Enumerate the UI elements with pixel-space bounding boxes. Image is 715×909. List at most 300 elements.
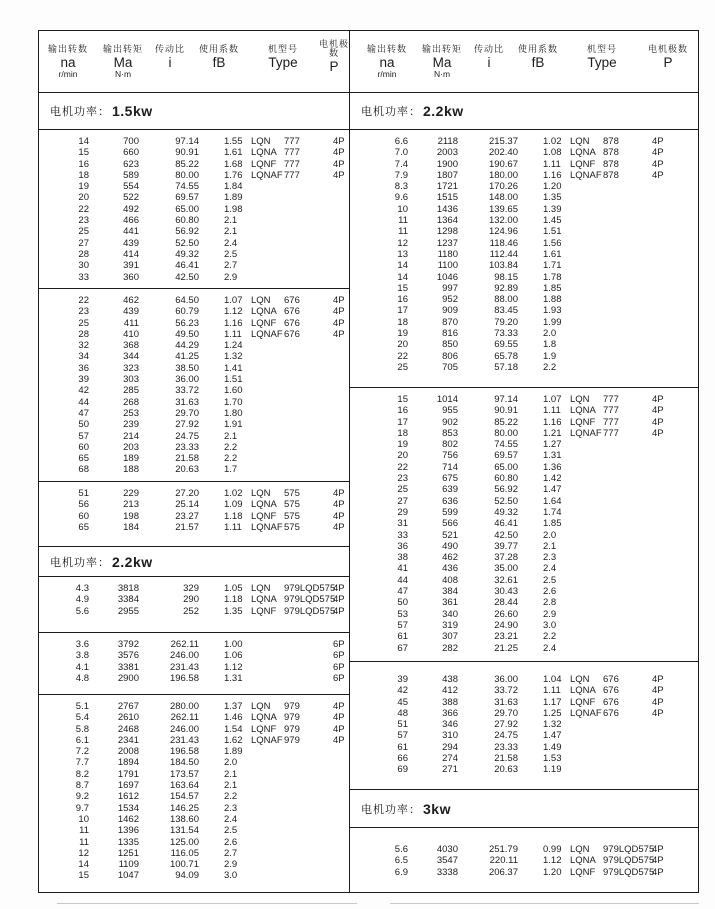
ratio-cell: 80.00 [175, 169, 199, 181]
column-header-symbol: Ma [113, 54, 133, 70]
output-torque-cell: 1515 [436, 192, 458, 204]
spec-row [350, 283, 698, 294]
type-cell [570, 462, 652, 473]
poles-cell [333, 272, 349, 283]
output-torque-cell: 1697 [117, 780, 139, 792]
service-factor-cell: 1.32 [543, 719, 562, 731]
type-cell [570, 643, 652, 654]
type-cell [251, 662, 333, 673]
poles-cell [652, 764, 698, 775]
poles-cell [652, 518, 698, 529]
column-header-unit: r/min [377, 69, 397, 80]
type-name: LQNF [251, 510, 277, 522]
ratio-cell: 56.23 [175, 317, 199, 329]
poles-cell [652, 328, 698, 339]
type-cell [251, 848, 333, 859]
output-speed-cell: 27 [78, 237, 89, 249]
output-torque-cell: 303 [123, 374, 139, 386]
output-torque-cell: 229 [123, 488, 139, 499]
output-torque-cell: 1046 [436, 271, 458, 283]
ratio-cell: 73.33 [494, 328, 518, 340]
output-speed-cell: 20 [397, 339, 408, 351]
service-factor-cell: 1.11 [543, 158, 561, 170]
poles-cell [652, 226, 698, 237]
spec-row [350, 473, 698, 484]
spec-row [39, 639, 349, 650]
column-header-cn: 使用系数 [198, 43, 239, 54]
poles-cell: 4P [333, 158, 345, 170]
poles-cell [333, 192, 349, 203]
service-factor-cell: 1.20 [543, 866, 562, 878]
spec-row [39, 848, 349, 859]
type-name: LQNAF [570, 169, 602, 181]
ratio-cell: 33.72 [494, 685, 518, 697]
motor-power-section-title [350, 93, 698, 130]
output-speed-cell: 10 [397, 203, 408, 215]
ratio-cell: 246.00 [169, 723, 199, 735]
poles-cell [333, 431, 349, 442]
motor-power-value: 2.2kw [423, 103, 464, 119]
type-cell [251, 650, 333, 661]
service-factor-cell: 2.1 [224, 215, 238, 227]
type-name: LQNAF [251, 328, 283, 340]
type-name: LQN [251, 136, 271, 147]
type-name: LQNF [570, 866, 596, 878]
poles-cell [333, 397, 349, 408]
service-factor-cell: 1.88 [543, 294, 562, 306]
column-header-i [149, 45, 191, 81]
type-name: LQN [251, 583, 271, 594]
service-factor-cell: 2.9 [543, 608, 557, 620]
column-header-na [39, 45, 97, 81]
spec-row [350, 362, 698, 373]
type-size: 676 [603, 707, 619, 719]
service-factor-cell: 1.11 [543, 685, 561, 697]
column-header-symbol: i [168, 54, 172, 70]
poles-cell [333, 260, 349, 271]
type-name: LQNAF [251, 521, 283, 533]
service-factor-cell: 1.35 [543, 192, 562, 204]
output-torque-cell: 1534 [117, 802, 139, 814]
type-cell [570, 844, 655, 855]
output-torque-cell: 1047 [117, 870, 139, 882]
output-torque-cell: 660 [123, 147, 139, 159]
type-size: 676 [284, 295, 300, 306]
ratio-cell: 202.40 [488, 147, 518, 159]
output-speed-cell: 28 [78, 248, 89, 260]
spec-row [350, 697, 698, 708]
type-cell [570, 294, 652, 305]
poles-cell [333, 340, 349, 351]
type-name: LQN [570, 844, 590, 855]
type-cell [251, 673, 333, 684]
type-size: 979 [284, 712, 300, 724]
spec-row [350, 394, 698, 405]
service-factor-cell: 1.74 [543, 506, 562, 518]
type-size: 777 [603, 427, 619, 439]
type-cell [570, 170, 652, 181]
ratio-cell: 125.00 [169, 836, 199, 848]
ratio-cell: 196.58 [169, 672, 199, 684]
ratio-cell: 92.89 [494, 282, 518, 294]
spec-row [350, 597, 698, 608]
ratio-cell: 90.91 [175, 147, 199, 159]
output-speed-cell: 19 [397, 328, 408, 340]
spec-row [39, 431, 349, 442]
output-speed-cell: 56 [78, 499, 89, 511]
ratio-cell: 32.61 [494, 574, 518, 586]
poles-cell: 6P [333, 639, 345, 650]
column-header-unit [191, 70, 247, 80]
output-torque-cell: 253 [123, 407, 139, 419]
type-cell [570, 753, 652, 764]
service-factor-cell: 1.60 [224, 385, 243, 397]
ratio-cell: 90.91 [494, 405, 518, 417]
ratio-cell: 60.80 [494, 473, 518, 485]
type-name: LQNF [570, 158, 596, 170]
output-torque-cell: 589 [123, 169, 139, 181]
spec-row [39, 397, 349, 408]
output-torque-cell: 360 [123, 271, 139, 283]
output-speed-cell: 39 [78, 374, 89, 386]
ratio-cell: 215.37 [488, 136, 518, 147]
ratio-cell: 27.92 [175, 419, 199, 431]
spec-row [350, 170, 698, 181]
column-header-cn: 使用系数 [517, 43, 558, 54]
output-torque-cell: 1237 [436, 237, 458, 249]
output-torque-cell: 997 [442, 282, 458, 294]
ratio-cell: 38.50 [175, 362, 199, 374]
column-header-na [358, 45, 416, 81]
type-cell [251, 295, 333, 306]
ratio-cell: 28.44 [494, 597, 518, 609]
type-name: LQNAF [251, 734, 283, 746]
output-speed-cell: 5.8 [75, 723, 89, 735]
ratio-cell: 31.63 [175, 396, 199, 408]
output-speed-cell: 11 [79, 825, 89, 837]
type-cell [570, 192, 652, 203]
service-factor-cell: 1.68 [224, 158, 243, 170]
service-factor-cell: 1.12 [543, 855, 562, 867]
spec-row [39, 673, 349, 684]
poles-cell [333, 464, 349, 475]
spec-row [39, 295, 349, 306]
type-size: 676 [603, 674, 619, 685]
ratio-cell: 60.80 [175, 215, 199, 227]
output-torque-cell: 1721 [436, 181, 458, 193]
poles-cell [652, 362, 698, 373]
spec-row [350, 317, 698, 328]
service-factor-cell: 1.06 [224, 650, 243, 662]
output-torque-cell: 870 [442, 316, 458, 328]
service-factor-cell: 1.19 [543, 764, 562, 776]
type-size: 878 [603, 147, 619, 159]
type-cell [570, 439, 652, 450]
type-cell [570, 609, 652, 620]
ratio-cell: 42.50 [494, 529, 518, 541]
poles-cell [333, 181, 349, 192]
service-factor-cell: 1.55 [224, 136, 243, 147]
poles-cell [333, 746, 349, 757]
motor-power-label: 电机功率： [50, 106, 110, 118]
spec-row [350, 339, 698, 350]
type-cell [570, 317, 652, 328]
column-header-symbol: Type [587, 54, 617, 70]
ratio-cell: 170.26 [488, 181, 518, 193]
poles-cell [333, 385, 349, 396]
ratio-cell: 29.70 [175, 407, 199, 419]
ratio-cell: 262.11 [170, 712, 199, 724]
output-speed-cell: 61 [397, 631, 408, 643]
output-torque-cell: 319 [442, 619, 458, 631]
spec-panel-right [350, 31, 698, 892]
spec-row [39, 791, 349, 802]
type-cell [570, 215, 652, 226]
type-cell [251, 329, 333, 340]
type-cell [570, 708, 652, 719]
type-name: LQN [570, 394, 590, 405]
column-header-cn: 输出转数 [366, 43, 407, 54]
output-speed-cell: 11 [79, 836, 89, 848]
poles-cell: 4P [333, 701, 345, 712]
output-speed-cell: 60 [78, 441, 89, 453]
service-factor-cell: 1.09 [224, 499, 243, 511]
poles-cell [652, 305, 698, 316]
spec-row [39, 260, 349, 271]
service-factor-cell: 1.84 [224, 181, 243, 193]
output-speed-cell: 6.6 [394, 136, 408, 147]
type-cell [570, 147, 652, 158]
spec-block [39, 695, 349, 892]
spec-row [39, 583, 349, 594]
service-factor-cell: 1.16 [543, 169, 562, 181]
service-factor-cell: 1.99 [543, 316, 562, 328]
type-cell [570, 719, 652, 730]
type-cell [570, 260, 652, 271]
output-speed-cell: 15 [78, 870, 89, 882]
ratio-cell: 27.20 [175, 488, 199, 499]
type-cell [570, 496, 652, 507]
ratio-cell: 33.72 [175, 385, 199, 397]
output-speed-cell: 22 [78, 295, 89, 306]
spec-row [350, 609, 698, 620]
type-cell [251, 192, 333, 203]
service-factor-cell: 1.78 [543, 271, 562, 283]
output-torque-cell: 3381 [117, 661, 139, 673]
spec-row [39, 780, 349, 791]
motor-power-section-title [350, 790, 698, 828]
type-cell [570, 518, 652, 529]
output-speed-cell: 23 [397, 473, 408, 485]
output-speed-cell: 22 [397, 461, 408, 473]
output-speed-cell: 25 [78, 226, 89, 238]
spec-row [39, 181, 349, 192]
output-speed-cell: 51 [78, 488, 89, 499]
ratio-cell: 69.57 [494, 450, 518, 462]
output-torque-cell: 436 [442, 563, 458, 575]
ratio-cell: 21.58 [494, 753, 518, 765]
output-speed-cell: 57 [397, 730, 408, 742]
service-factor-cell: 1.12 [224, 306, 243, 318]
output-speed-cell: 41 [397, 563, 408, 575]
ratio-cell: 103.84 [488, 260, 518, 272]
type-cell [251, 712, 333, 723]
output-speed-cell: 14 [397, 271, 408, 283]
output-speed-cell: 25 [397, 361, 408, 373]
spec-row [350, 855, 698, 866]
output-torque-cell: 952 [442, 294, 458, 306]
output-speed-cell: 9.2 [75, 791, 89, 803]
type-size: 979LQD575 [284, 583, 336, 594]
output-speed-cell: 66 [397, 753, 408, 765]
type-cell [251, 464, 333, 475]
type-cell [251, 488, 333, 499]
spec-block [350, 828, 698, 892]
spec-row [39, 662, 349, 673]
poles-cell [652, 339, 698, 350]
service-factor-cell: 1.02 [224, 488, 243, 499]
output-torque-cell: 1251 [117, 847, 139, 859]
spec-row [350, 215, 698, 226]
type-cell [251, 605, 336, 617]
output-torque-cell: 3576 [117, 650, 139, 662]
poles-cell [652, 238, 698, 249]
poles-cell [333, 825, 349, 836]
poles-cell [333, 408, 349, 419]
type-name: LQN [251, 701, 271, 712]
type-name: LQNA [251, 712, 277, 724]
spec-row [350, 563, 698, 574]
motor-power-label: 电机功率： [361, 803, 421, 816]
output-torque-cell: 346 [442, 719, 458, 731]
page-edge-line [390, 903, 699, 904]
spec-row [350, 496, 698, 507]
service-factor-cell: 2.1 [224, 780, 238, 792]
ratio-cell: 49.32 [175, 248, 199, 260]
output-torque-cell: 340 [442, 608, 458, 620]
ratio-cell: 98.15 [494, 271, 518, 283]
poles-cell [333, 859, 349, 870]
poles-cell [652, 541, 698, 552]
output-speed-cell: 18 [397, 427, 408, 439]
column-header-cn: 输出转矩 [102, 43, 143, 54]
service-factor-cell: 1.16 [543, 416, 562, 428]
poles-cell: 4P [333, 521, 345, 533]
output-torque-cell: 310 [442, 730, 458, 742]
output-torque-cell: 188 [123, 464, 139, 476]
poles-cell: 4P [333, 317, 345, 329]
poles-cell [652, 272, 698, 283]
output-torque-cell: 2468 [117, 723, 139, 735]
column-header-cn: 传动比 [473, 43, 504, 54]
type-name: LQNA [251, 306, 277, 318]
column-header-symbol: P [329, 59, 339, 75]
type-cell [251, 385, 333, 396]
output-speed-cell: 29 [397, 506, 408, 518]
type-cell [570, 575, 652, 586]
type-name: LQN [570, 674, 590, 685]
column-header-cn: 输出转矩 [421, 43, 462, 54]
column-header-fb [510, 45, 566, 81]
spec-row [39, 803, 349, 814]
type-name: LQNA [251, 499, 277, 511]
service-factor-cell: 1.45 [543, 215, 562, 227]
service-factor-cell: 1.11 [543, 405, 561, 417]
output-speed-cell: 53 [397, 608, 408, 620]
type-name: LQNAF [570, 427, 602, 439]
motor-power-label: 电机功率： [361, 106, 421, 118]
service-factor-cell: 1.31 [224, 672, 243, 684]
poles-cell [652, 563, 698, 574]
poles-cell: 4P [333, 594, 345, 606]
type-name: LQNA [251, 594, 277, 606]
type-size: 979LQD575 [603, 844, 655, 855]
output-torque-cell: 4030 [436, 844, 458, 855]
service-factor-cell: 3.0 [224, 870, 238, 882]
output-torque-cell: 1894 [117, 757, 139, 769]
column-header-symbol: na [60, 54, 76, 70]
type-cell [251, 204, 333, 215]
output-speed-cell: 47 [78, 407, 89, 419]
column-header-symbol: fB [531, 54, 545, 70]
ratio-cell: 36.00 [494, 674, 518, 685]
service-factor-cell: 1.61 [224, 147, 243, 159]
type-cell [570, 730, 652, 741]
type-cell [251, 735, 333, 746]
output-torque-cell: 700 [123, 136, 139, 147]
ratio-cell: 24.75 [494, 730, 518, 742]
type-cell [570, 181, 652, 192]
output-speed-cell: 17 [397, 305, 408, 317]
type-cell [570, 305, 652, 316]
output-torque-cell: 2008 [117, 746, 139, 758]
spec-row [350, 159, 698, 170]
output-torque-cell: 1335 [117, 836, 139, 848]
type-cell [570, 484, 652, 495]
spec-row [39, 650, 349, 661]
service-factor-cell: 2.4 [224, 237, 238, 249]
output-speed-cell: 3.6 [75, 639, 89, 650]
ratio-cell: 196.58 [169, 746, 199, 758]
service-factor-cell: 1.46 [224, 712, 243, 724]
poles-cell [652, 351, 698, 362]
output-torque-cell: 816 [442, 328, 458, 340]
output-speed-cell: 23 [78, 215, 89, 227]
ratio-cell: 21.25 [494, 642, 518, 654]
output-speed-cell: 9.6 [394, 192, 408, 204]
output-speed-cell: 11 [398, 226, 408, 238]
ratio-cell: 57.18 [494, 361, 518, 373]
ratio-cell: 20.63 [494, 764, 518, 776]
type-size: 979LQD575 [603, 855, 655, 867]
poles-cell [652, 631, 698, 642]
type-size: 777 [284, 158, 300, 170]
type-name: LQNF [251, 605, 277, 617]
output-torque-cell: 462 [442, 552, 458, 564]
spec-row [39, 464, 349, 475]
ratio-cell: 251.79 [488, 844, 518, 855]
output-speed-cell: 22 [78, 203, 89, 215]
output-torque-cell: 323 [123, 362, 139, 374]
output-speed-cell: 13 [397, 248, 408, 260]
output-torque-cell: 1612 [117, 791, 139, 803]
output-torque-cell: 1109 [118, 859, 139, 871]
type-size: 979 [284, 723, 300, 735]
spec-block [39, 633, 349, 695]
type-name: LQNAF [251, 169, 283, 181]
service-factor-cell: 1.00 [224, 639, 243, 650]
output-torque-cell: 2118 [437, 136, 458, 147]
